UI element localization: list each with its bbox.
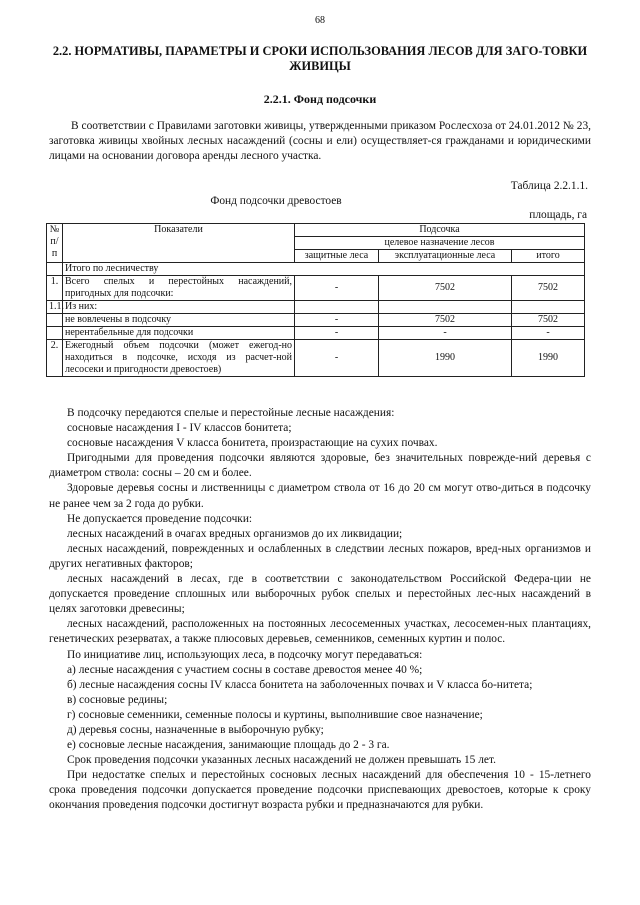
table-caption: Фонд подсочки древостоев bbox=[210, 195, 342, 207]
row-exploitation: 7502 bbox=[379, 314, 512, 327]
row-num: 2. bbox=[47, 340, 63, 377]
row-protective: - bbox=[295, 327, 379, 340]
row-protective: - bbox=[295, 340, 379, 377]
row-exploitation: 1990 bbox=[379, 340, 512, 377]
paragraph: г) сосновые семенники, семенные полосы и куртины, выполнившие свое назначение; bbox=[67, 708, 483, 721]
header-purpose: целевое назначение лесов bbox=[295, 237, 585, 250]
paragraph: в) сосновые редины; bbox=[67, 693, 168, 706]
subsection-title: 2.2.1. Фонд подсочки bbox=[263, 92, 377, 106]
row-label: Из них: bbox=[63, 301, 295, 314]
header-exploitation: эксплуатационные леса bbox=[379, 250, 512, 263]
paragraph: б) лесные насаждения сосны IV класса бонитета на заболоченных почвах и V класса бо-нитета; bbox=[67, 678, 533, 691]
paragraph: сосновые насаждения I - IV классов бонитета; bbox=[67, 422, 292, 435]
row-total: 7502 bbox=[512, 276, 585, 301]
paragraph: Здоровые деревья сосны и лиственницы с диаметром ствола от 16 до 20 см могут отво-диться в подсочку не ранее чем за 2 года до рубки. bbox=[49, 482, 591, 510]
header-num: № п/п bbox=[47, 224, 63, 263]
row-exploitation: 7502 bbox=[379, 276, 512, 301]
header-indicators: Показатели bbox=[63, 224, 295, 263]
paragraph: Не допускается проведение подсочки: bbox=[67, 512, 253, 525]
row-total: 1990 bbox=[512, 340, 585, 377]
paragraph: е) сосновые лесные насаждения, занимающие площадь до 2 - 3 га. bbox=[67, 739, 390, 752]
row-num: 1.1. bbox=[47, 301, 63, 314]
row-num bbox=[47, 263, 63, 276]
body-text bbox=[49, 406, 591, 814]
table-unit: площадь, га bbox=[529, 209, 587, 221]
row-label: Всего спелых и перестойных насаждений, пригодных для подсочки: bbox=[63, 276, 295, 301]
paragraph: В подсочку передаются спелые и перестойные лесные насаждения: bbox=[67, 407, 395, 419]
paragraph: Пригодными для проведения подсочки являются здоровые, без значительных поврежде-ний деревья с диаметром ствола: сосны – 20 см и более. bbox=[49, 452, 591, 480]
row-total: 7502 bbox=[512, 314, 585, 327]
row-protective bbox=[295, 301, 379, 314]
row-exploitation: - bbox=[379, 327, 512, 340]
row-protective: - bbox=[295, 276, 379, 301]
table-row bbox=[47, 340, 585, 377]
table-row bbox=[47, 301, 585, 314]
row-exploitation bbox=[379, 301, 512, 314]
intro-text: В соответствии с Правилами заготовки живицы, утвержденными приказом Рослесхоза от 24.01.2012 № 23, заготовка живицы хвойных лесных насаждений (сосны и ели) осуществляет-ся гражданами и юридическими лицами на основании договора аренды лесного участка. bbox=[49, 120, 591, 162]
row-label: нерентабельные для подсочки bbox=[63, 327, 295, 340]
paragraph: лесных насаждений, расположенных на постоянных лесосеменных участках, лесосемен-ных плантациях, генетических резерватах, а также плюсовых деревьев, семенников, семенных куртин и полос. bbox=[49, 618, 591, 646]
row-label: Ежегодный объем подсочки (может ежегод-но находиться в подсочке, исходя из расчет-ной лесосеки и пригодности древостоев) bbox=[63, 340, 295, 377]
paragraph: лесных насаждений в очагах вредных организмов до их ликвидации; bbox=[67, 527, 403, 540]
row-total: - bbox=[512, 327, 585, 340]
row-label: не вовлечены в подсочку bbox=[63, 314, 295, 327]
paragraph: Срок проведения подсочки указанных лесных насаждений не должен превышать 15 лет. bbox=[67, 754, 496, 767]
table-row bbox=[47, 314, 585, 327]
table-header-row bbox=[47, 224, 585, 237]
section-title: 2.2. НОРМАТИВЫ, ПАРАМЕТРЫ И СРОКИ ИСПОЛЬЗОВАНИЯ ЛЕСОВ ДЛЯ ЗАГО-ТОВКИ ЖИВИЦЫ bbox=[52, 44, 588, 73]
row-total bbox=[512, 301, 585, 314]
intro-paragraph bbox=[49, 119, 591, 164]
row-num bbox=[47, 327, 63, 340]
row-num bbox=[47, 314, 63, 327]
table-row bbox=[47, 327, 585, 340]
page-number: 68 bbox=[315, 15, 325, 26]
tapping-fund-table bbox=[46, 223, 585, 377]
table-row bbox=[47, 276, 585, 301]
paragraph: лесных насаждений в лесах, где в соответствии с законодательством Российской Федера-ции не допускается проведение сплошных или выборочных рубок спелых и перестойных лес-ных насаждений в целях заготовки древесины; bbox=[49, 573, 591, 616]
paragraph: По инициативе лиц, использующих леса, в подсочку могут передаваться: bbox=[67, 648, 423, 661]
paragraph: лесных насаждений, поврежденных и ослабленных в следствии лесных пожаров, вред-ных организмов и других негативных факторов; bbox=[49, 542, 591, 570]
paragraph: При недостатке спелых и перестойных сосновых лесных насаждений для обеспечения 10 - 15-летнего срока проведения подсочки допускается проведение подсочки приспевающих древостоев, которые к сроку окончания проведения подсочки достигнут возраста рубки и предназначаются для рубки. bbox=[49, 769, 591, 812]
paragraph: сосновые насаждения V класса бонитета, произрастающие на сухих почвах. bbox=[67, 437, 438, 450]
paragraph: д) деревья сосны, назначенные в выборочную рубку; bbox=[67, 723, 324, 736]
paragraph: а) лесные насаждения с участием сосны в составе древостоя менее 40 %; bbox=[67, 663, 423, 676]
table-row bbox=[47, 263, 585, 276]
row-num: 1. bbox=[47, 276, 63, 301]
header-protective: защитные леса bbox=[295, 250, 379, 263]
table-label: Таблица 2.2.1.1. bbox=[510, 180, 588, 192]
row-label: Итого по лесничеству bbox=[63, 263, 585, 276]
header-tapping: Подсочка bbox=[295, 224, 585, 237]
header-total: итого bbox=[512, 250, 585, 263]
row-protective: - bbox=[295, 314, 379, 327]
